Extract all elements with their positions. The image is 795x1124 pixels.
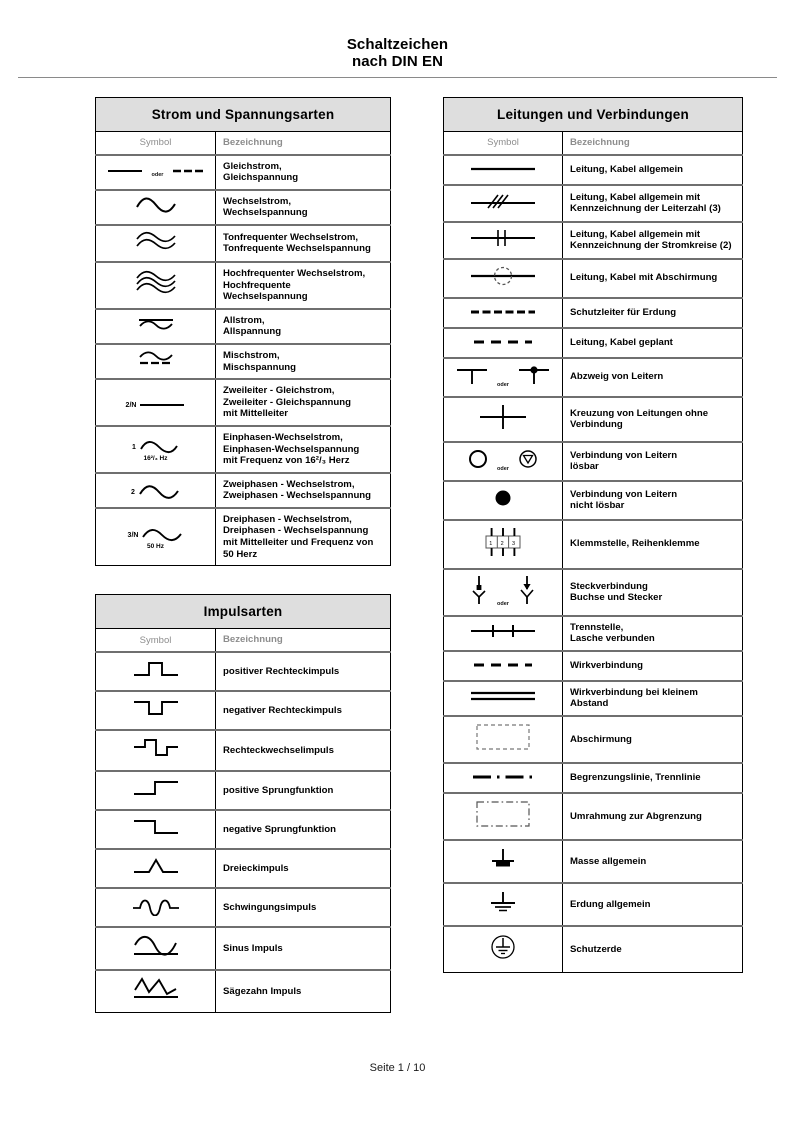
desc-line: Klemmstelle, Reihenklemme — [570, 538, 700, 550]
desc-line: Abschirmung — [570, 733, 632, 745]
symbol-cell-two-wire-dc — [96, 379, 216, 426]
description-cell — [563, 442, 743, 481]
step-positive-icon — [131, 777, 181, 799]
description-cell — [216, 190, 391, 225]
line-plain-icon — [468, 164, 538, 174]
desc-line: Rechteckwechselimpuls — [223, 744, 334, 756]
desc-line: mit Mittelleiter — [223, 408, 289, 420]
desc-line: Sinus Impuls — [223, 942, 283, 954]
description-cell — [216, 970, 391, 1013]
symbol-cell-sine-under-bar — [96, 309, 216, 344]
description-cell — [563, 681, 743, 716]
desc-line: negative Sprungfunktion — [223, 823, 336, 835]
page-title-line1: Schaltzeichen — [346, 36, 449, 53]
desc-line: Tonfrequente Wechselspannung — [223, 243, 371, 255]
table-row — [96, 426, 391, 473]
symbol-cell-pulse-negative-rect — [96, 691, 216, 730]
pulse-sawtooth-icon — [131, 976, 181, 1002]
table-row — [444, 185, 743, 222]
pulse-triangle-icon — [131, 855, 181, 877]
symbol-cell-separation-point — [444, 616, 563, 651]
table-row — [444, 155, 743, 185]
desc-line: Wechselstrom, — [223, 195, 292, 207]
desc-line: Abstand — [570, 698, 609, 710]
symbol-cell-line-plain — [444, 155, 563, 185]
table-row — [444, 681, 743, 716]
symbol-label: 2 — [131, 488, 135, 496]
desc-line: Schwingungsimpuls — [223, 901, 317, 913]
desc-line: Gleichspannung — [223, 172, 299, 184]
description-cell — [216, 379, 391, 426]
table-leitungen-und-verbindungen — [443, 97, 743, 973]
symbol-cell-double-sine — [96, 225, 216, 262]
description-cell — [216, 225, 391, 262]
table-row — [444, 481, 743, 520]
column-header-symbol: Symbol — [96, 629, 216, 652]
desc-line: Schutzerde — [570, 943, 622, 955]
desc-line: Kennzeichnung der Stromkreise (2) — [570, 240, 732, 252]
branch-dot-icon — [517, 364, 551, 386]
double-sine-icon — [135, 231, 177, 251]
table-row — [96, 309, 391, 344]
description-cell — [216, 927, 391, 970]
table-row — [96, 155, 391, 190]
branch-tee-icon — [455, 364, 489, 386]
symbol-cell-plug-socket — [444, 569, 563, 616]
table-row — [444, 328, 743, 358]
spacer — [95, 566, 391, 594]
desc-line: Allstrom, — [223, 314, 265, 326]
sine-over-dashes-icon — [136, 350, 176, 368]
desc-line: Zweileiter - Gleichstrom, — [223, 385, 335, 397]
symbol-cell-earth-ground — [444, 883, 563, 926]
table-row — [96, 927, 391, 970]
desc-line: Schutzleiter für Erdung — [570, 306, 677, 318]
description-cell — [563, 328, 743, 358]
desc-line: Umrahmung zur Abgrenzung — [570, 810, 702, 822]
description-cell — [216, 730, 391, 771]
desc-line: Kreuzung von Leitungen ohne — [570, 407, 709, 419]
desc-line: Zweiphasen - Wechselspannung — [223, 490, 372, 502]
symbol-cell-two-phase-ac — [96, 473, 216, 508]
desc-line: Leitung, Kabel geplant — [570, 336, 673, 348]
symbol-label: 2/N — [125, 401, 137, 409]
table-row — [444, 616, 743, 651]
desc-line: positive Sprungfunktion — [223, 784, 334, 796]
description-cell — [563, 155, 743, 185]
dc-solid-or-dashed-icon — [107, 166, 143, 176]
dc-dashed-icon — [172, 166, 204, 176]
column-header-symbol: Symbol — [444, 132, 563, 155]
desc-line: Steckverbindung — [570, 580, 648, 592]
desc-line: Gleichstrom, — [223, 160, 282, 172]
desc-line: lösbar — [570, 461, 599, 473]
desc-line: Mischspannung — [223, 361, 297, 373]
table-title-strom: Strom und Spannungsarten — [96, 98, 391, 132]
table-row — [96, 379, 391, 426]
three-phase-ac-icon — [128, 528, 184, 551]
description-cell — [563, 358, 743, 397]
desc-line: Trennstelle, — [570, 621, 624, 633]
table-row — [444, 222, 743, 259]
line-pe-dashed-icon — [468, 307, 538, 317]
pulse-positive-rect-icon — [131, 658, 181, 680]
effective-connection-dashed-icon — [471, 660, 535, 670]
desc-line: Verbindung — [570, 419, 623, 431]
description-cell — [216, 691, 391, 730]
description-cell — [563, 926, 743, 973]
table-subheader — [96, 132, 391, 155]
desc-line: Kennzeichnung der Leiterzahl (3) — [570, 203, 721, 215]
connection-triangle-in-circle-icon — [517, 448, 539, 470]
symbol-cell-connection-detachable — [444, 442, 563, 481]
table-strom-und-spannungsarten — [95, 97, 391, 566]
symbol-cell-terminal-block — [444, 520, 563, 569]
table-row — [444, 651, 743, 681]
desc-line: Wirkverbindung bei kleinem — [570, 686, 698, 698]
table-row — [96, 810, 391, 849]
table-row — [444, 442, 743, 481]
terminal-number: 3 — [512, 540, 516, 547]
table-row — [444, 883, 743, 926]
separation-point-icon — [468, 622, 538, 640]
symbol-cell-crossing-no-connection — [444, 397, 563, 442]
symbol-label: 1 — [132, 444, 136, 452]
desc-line: Leitung, Kabel allgemein — [570, 163, 684, 175]
desc-line: Masse allgemein — [570, 855, 647, 867]
left-column — [95, 97, 391, 1013]
symbol-cell-pulse-positive-rect — [96, 652, 216, 691]
pulse-alternating-rect-icon — [131, 736, 181, 760]
symbol-cell-branch-tee-or-dot — [444, 358, 563, 397]
single-phase-ac-icon — [132, 440, 179, 463]
description-cell — [563, 569, 743, 616]
symbol-cell-pulse-sawtooth — [96, 970, 216, 1013]
desc-line: negativer Rechteckimpuls — [223, 704, 342, 716]
plug-icon — [517, 575, 537, 605]
symbol-cell-step-negative — [96, 810, 216, 849]
line-planned-dashed-icon — [471, 337, 535, 347]
desc-line: Wechselspannung — [223, 291, 308, 303]
pulse-negative-rect-icon — [131, 697, 181, 719]
desc-line: Buchse und Stecker — [570, 592, 663, 604]
oder-label: oder — [497, 381, 509, 388]
protective-earth-icon — [488, 932, 518, 962]
desc-line: Einphasen-Wechselstrom, — [223, 431, 343, 443]
table-row — [444, 259, 743, 298]
desc-line: Wirkverbindung — [570, 659, 643, 671]
symbol-cell-line-shielded — [444, 259, 563, 298]
desc-line: Zweiphasen - Wechselstrom, — [223, 478, 355, 490]
shielding-box-dashed-icon — [473, 722, 533, 752]
table-row — [96, 473, 391, 508]
table-row — [444, 569, 743, 616]
symbol-label: 3/N — [127, 531, 139, 539]
table-row — [96, 262, 391, 309]
table-row — [444, 793, 743, 840]
desc-line: Allspannung — [223, 326, 282, 338]
pulse-sine-icon — [131, 933, 181, 959]
table-impulsarten — [95, 594, 391, 1013]
symbol-cell-effective-connection-close — [444, 681, 563, 716]
desc-line: Hochfrequenter Wechselstrom, — [223, 267, 366, 279]
right-column — [443, 97, 743, 973]
desc-line: Verbindung von Leitern — [570, 488, 678, 500]
line-two-bars-icon — [468, 228, 538, 248]
table-subheader — [444, 132, 743, 155]
desc-line: Tonfrequenter Wechselstrom, — [223, 231, 359, 243]
earth-ground-icon — [486, 889, 520, 915]
table-row — [96, 970, 391, 1013]
triple-sine-icon — [135, 270, 177, 296]
description-cell — [563, 520, 743, 569]
table-row — [96, 730, 391, 771]
two-wire-dc-icon — [126, 400, 186, 410]
line-three-slashes-icon — [468, 191, 538, 211]
step-negative-icon — [131, 816, 181, 838]
table-title-impuls: Impulsarten — [96, 595, 391, 629]
description-cell — [563, 716, 743, 763]
description-cell — [563, 883, 743, 926]
description-cell — [563, 222, 743, 259]
symbol-cell-three-phase-ac — [96, 508, 216, 566]
desc-line: Sägezahn Impuls — [223, 985, 302, 997]
desc-line: Verbindung von Leitern — [570, 449, 678, 461]
description-cell — [216, 888, 391, 927]
table-row — [444, 520, 743, 569]
symbol-cell-pulse-alternating-rect — [96, 730, 216, 771]
pulse-oscillation-icon — [130, 894, 182, 916]
desc-line: Einphasen-Wechselspannung — [223, 443, 360, 455]
line-shielded-icon — [468, 265, 538, 287]
column-header-bezeichnung: Bezeichnung — [216, 629, 391, 652]
terminal-block-icon — [480, 526, 526, 558]
description-cell — [563, 481, 743, 520]
symbol-cell-dc-solid-or-dashed — [96, 155, 216, 190]
description-cell — [216, 155, 391, 190]
oder-label: oder — [151, 172, 164, 179]
symbol-cell-protective-earth — [444, 926, 563, 973]
page-title-line2: nach DIN EN — [351, 53, 444, 70]
desc-line: Abzweig von Leitern — [570, 371, 664, 383]
description-cell — [563, 185, 743, 222]
symbol-cell-line-three-slashes — [444, 185, 563, 222]
table-row — [96, 508, 391, 566]
description-cell — [216, 344, 391, 379]
table-row — [444, 358, 743, 397]
connection-circle-icon — [467, 448, 489, 470]
symbol-sublabel: 50 Hz — [147, 542, 164, 550]
symbol-sublabel: 16²/₃ Hz — [143, 455, 168, 463]
symbol-cell-enclosure-dash-dot-box — [444, 793, 563, 840]
description-cell — [216, 309, 391, 344]
table-row — [444, 716, 743, 763]
effective-connection-close-icon — [468, 689, 538, 703]
desc-line: mit Mittelleiter und Frequenz von — [223, 537, 374, 549]
page-header — [0, 0, 795, 70]
desc-line: positiver Rechteckimpuls — [223, 665, 340, 677]
desc-line: Mischstrom, — [223, 349, 280, 361]
description-cell — [216, 652, 391, 691]
description-cell — [216, 262, 391, 309]
column-header-symbol: Symbol — [96, 132, 216, 155]
description-cell — [216, 771, 391, 810]
table-subheader — [96, 629, 391, 652]
symbol-cell-pulse-oscillation — [96, 888, 216, 927]
symbol-cell-line-planned-dashed — [444, 328, 563, 358]
description-cell — [563, 793, 743, 840]
enclosure-dash-dot-box-icon — [473, 799, 533, 829]
desc-line: Dreiphasen - Wechselspannung — [223, 525, 369, 537]
content-columns — [0, 78, 795, 1013]
oder-label: oder — [497, 465, 509, 472]
terminal-number: 1 — [489, 540, 493, 547]
page-footer: Seite 1 / 10 — [369, 1062, 426, 1074]
desc-line: Leitung, Kabel mit Abschirmung — [570, 272, 718, 284]
symbol-cell-line-pe-dashed — [444, 298, 563, 328]
description-cell — [216, 508, 391, 566]
symbol-cell-connection-fixed-dot — [444, 481, 563, 520]
table-row — [444, 926, 743, 973]
socket-icon — [469, 575, 489, 605]
table-row — [96, 344, 391, 379]
table-row — [96, 652, 391, 691]
symbol-cell-sine-over-dashes — [96, 344, 216, 379]
symbol-cell-sine — [96, 190, 216, 225]
description-cell — [216, 426, 391, 473]
symbol-cell-pulse-sine — [96, 927, 216, 970]
description-cell — [563, 840, 743, 883]
table-row — [444, 298, 743, 328]
description-cell — [563, 397, 743, 442]
table-row — [96, 225, 391, 262]
symbol-cell-shielding-box-dashed — [444, 716, 563, 763]
terminal-number: 2 — [500, 540, 504, 547]
description-cell — [216, 810, 391, 849]
desc-line: Erdung allgemein — [570, 898, 651, 910]
table-row — [96, 849, 391, 888]
table-row — [444, 763, 743, 793]
table-row — [444, 840, 743, 883]
desc-line: Dreieckimpuls — [223, 862, 289, 874]
description-cell — [216, 473, 391, 508]
desc-line: mit Frequenz von 16²/₃ Herz — [223, 455, 350, 467]
symbol-cell-pulse-triangle — [96, 849, 216, 888]
table-title-leitungen: Leitungen und Verbindungen — [444, 98, 743, 132]
table-row — [96, 190, 391, 225]
description-cell — [216, 849, 391, 888]
symbol-cell-single-phase-ac — [96, 426, 216, 473]
table-row — [96, 888, 391, 927]
description-cell — [563, 616, 743, 651]
desc-line: Wechselspannung — [223, 207, 308, 219]
boundary-dash-dot-icon — [470, 772, 536, 782]
desc-line: Hochfrequente — [223, 279, 291, 291]
desc-line: Leitung, Kabel allgemein mit — [570, 191, 701, 203]
sine-under-bar-icon — [136, 315, 176, 333]
symbol-cell-step-positive — [96, 771, 216, 810]
crossing-no-connection-icon — [476, 403, 530, 431]
table-row — [96, 691, 391, 730]
symbol-cell-effective-connection-dashed — [444, 651, 563, 681]
column-header-bezeichnung: Bezeichnung — [563, 132, 743, 155]
description-cell — [563, 298, 743, 328]
oder-label: oder — [497, 600, 509, 607]
symbol-cell-triple-sine — [96, 262, 216, 309]
desc-line: 50 Herz — [223, 548, 258, 560]
description-cell — [563, 763, 743, 793]
desc-line: Begrenzungslinie, Trennlinie — [570, 772, 701, 784]
sine-icon — [135, 197, 177, 213]
table-row — [96, 771, 391, 810]
desc-line: Leitung, Kabel allgemein mit — [570, 228, 701, 240]
symbol-cell-line-two-bars — [444, 222, 563, 259]
desc-line: Zweileiter - Gleichspannung — [223, 396, 351, 408]
two-phase-ac-icon — [131, 484, 180, 500]
symbol-cell-chassis-ground — [444, 840, 563, 883]
symbol-cell-boundary-dash-dot — [444, 763, 563, 793]
description-cell — [563, 651, 743, 681]
desc-line: Lasche verbunden — [570, 633, 655, 645]
column-header-bezeichnung: Bezeichnung — [216, 132, 391, 155]
description-cell — [563, 259, 743, 298]
chassis-ground-icon — [486, 846, 520, 872]
desc-line: nicht lösbar — [570, 500, 625, 512]
desc-line: Dreiphasen - Wechselstrom, — [223, 513, 352, 525]
connection-fixed-dot-icon — [492, 487, 514, 509]
table-row — [444, 397, 743, 442]
